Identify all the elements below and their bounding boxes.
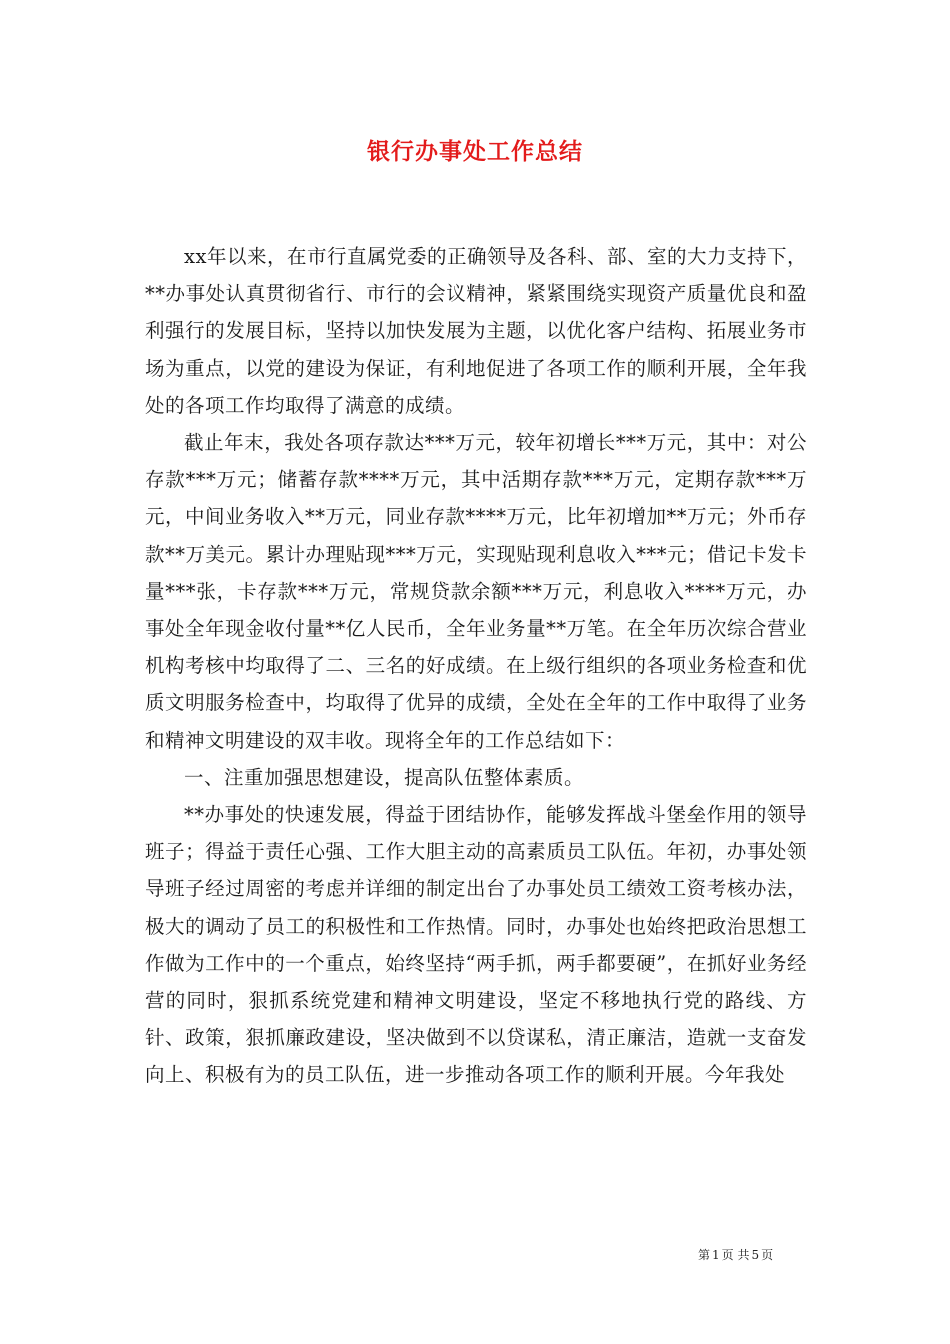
section-heading-1: 一、注重加强思想建设，提高队伍整体素质。 (184, 765, 585, 789)
footer-suffix: 页 (761, 1248, 774, 1262)
paragraph-statistics: 截止年末，我处各项存款达***万元，较年初增长***万元，其中：对公存款***万元；储蓄存款****万元，其中活期存款***万元，定期存款***万元，中间业务收入**万元，同业存款****万元，比年初增加**万元；外币存款**万美元。累计办理贴现***万元，实现贴现利息收入***元；借记卡发卡量***张，卡存款***万元，常规贷款余额***万元，利息收入****万元，办事处全年现金收付量**亿人民币，全年业务量**万笔。在全年历次综合营业机构考核中均取得了二、三名的好成绩。在上级行组织的各项业务检查和优质文明服务检查中，均取得了优异的成绩，全处在全年的工作中取得了业务和精神文明建设的双丰收。现将全年的工作总结如下： (145, 431, 808, 752)
page-number-footer (697, 1246, 774, 1263)
footer-total-pages: 5 (751, 1248, 760, 1262)
paragraph-section-1: **办事处的快速发展，得益于团结协作，能够发挥战斗堡垒作用的领导班子；得益于责任心强、工作大胆主动的高素质员工队伍。年初，办事处领导班子经过周密的考虑并详细的制定出台了办事处员工绩效工资考核办法，极大的调动了员工的积极性和工作热情。同时，办事处也始终把政治思想工作做为工作中的一个重点，始终坚持“两手抓，两手都要硬”，在抓好业务经营的同时，狠抓系统党建和精神文明建设，坚定不移地执行党的路线、方针、政策，狠抓廉政建设，坚决做到不以贷谋私，清正廉洁，造就一支奋发向上、积极有为的员工队伍，进一步推动各项工作的顺利开展。今年我处 (145, 803, 807, 1087)
footer-current-page: 1 (712, 1248, 720, 1262)
document-body (145, 238, 807, 1094)
paragraph-intro: xx年以来，在市行直属党委的正确领导及各科、部、室的大力支持下，**办事处认真贯彻省行、市行的会议精神，紧紧围绕实现资产质量优良和盈利强行的发展目标，坚持以加快发展为主题，以优化客户结构、拓展业务市场为重点，以党的建设为保证，有利地促进了各项工作的顺利开展，全年我处的各项工作均取得了满意的成绩。 (145, 245, 807, 417)
footer-prefix: 第 (698, 1248, 711, 1262)
footer-middle: 页 共 (721, 1248, 750, 1262)
document-title: 银行办事处工作总结 (367, 138, 583, 165)
